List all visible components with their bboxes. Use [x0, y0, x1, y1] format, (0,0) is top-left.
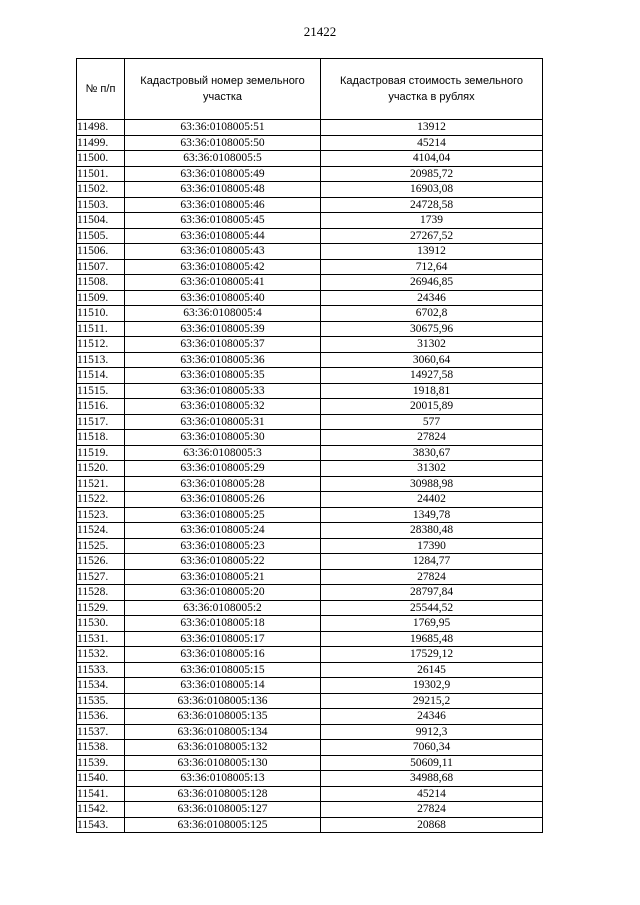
table-row — [77, 616, 543, 632]
row-number: 11498. — [77, 120, 125, 136]
row-number: 11518. — [77, 430, 125, 446]
row-number: 11519. — [77, 445, 125, 461]
cadastral-value: 25544,52 — [321, 600, 543, 616]
cadastral-value: 24346 — [321, 709, 543, 725]
table-row — [77, 182, 543, 198]
table-row — [77, 244, 543, 260]
cadastral-number: 63:36:0108005:26 — [125, 492, 321, 508]
row-number: 11520. — [77, 461, 125, 477]
cadastral-number: 63:36:0108005:136 — [125, 693, 321, 709]
table-row — [77, 523, 543, 539]
cadastral-number: 63:36:0108005:43 — [125, 244, 321, 260]
row-number: 11540. — [77, 771, 125, 787]
cadastral-value: 31302 — [321, 461, 543, 477]
table-row — [77, 151, 543, 167]
table-row — [77, 724, 543, 740]
row-number: 11543. — [77, 817, 125, 833]
row-number: 11528. — [77, 585, 125, 601]
cadastral-value: 3060,64 — [321, 352, 543, 368]
cadastral-number: 63:36:0108005:13 — [125, 771, 321, 787]
row-number: 11513. — [77, 352, 125, 368]
table-row — [77, 786, 543, 802]
cadastral-value: 1769,95 — [321, 616, 543, 632]
cadastral-value: 1284,77 — [321, 554, 543, 570]
table-row — [77, 507, 543, 523]
cadastral-value: 9912,3 — [321, 724, 543, 740]
cadastral-number: 63:36:0108005:40 — [125, 290, 321, 306]
row-number: 11515. — [77, 383, 125, 399]
row-number: 11532. — [77, 647, 125, 663]
cadastral-number: 63:36:0108005:14 — [125, 678, 321, 694]
table-row — [77, 368, 543, 384]
table-row — [77, 569, 543, 585]
cadastral-number: 63:36:0108005:22 — [125, 554, 321, 570]
row-number: 11526. — [77, 554, 125, 570]
row-number: 11521. — [77, 476, 125, 492]
cadastral-value: 20868 — [321, 817, 543, 833]
cadastral-number: 63:36:0108005:51 — [125, 120, 321, 136]
cadastral-value: 1918,81 — [321, 383, 543, 399]
table-row — [77, 600, 543, 616]
cadastral-number: 63:36:0108005:15 — [125, 662, 321, 678]
cadastral-number: 63:36:0108005:4 — [125, 306, 321, 322]
cadastral-value: 29215,2 — [321, 693, 543, 709]
row-number: 11505. — [77, 228, 125, 244]
table-row — [77, 631, 543, 647]
cadastral-value: 13912 — [321, 244, 543, 260]
table-row — [77, 709, 543, 725]
cadastral-value: 17390 — [321, 538, 543, 554]
cadastral-value: 27824 — [321, 802, 543, 818]
cadastral-value: 20985,72 — [321, 166, 543, 182]
table-row — [77, 213, 543, 229]
table-row — [77, 585, 543, 601]
table-row — [77, 430, 543, 446]
table-row — [77, 135, 543, 151]
table-row — [77, 414, 543, 430]
cadastral-number: 63:36:0108005:29 — [125, 461, 321, 477]
cadastral-number: 63:36:0108005:32 — [125, 399, 321, 415]
row-number: 11514. — [77, 368, 125, 384]
cadastral-value-table — [76, 58, 543, 833]
row-number: 11516. — [77, 399, 125, 415]
cadastral-number: 63:36:0108005:39 — [125, 321, 321, 337]
cadastral-number: 63:36:0108005:125 — [125, 817, 321, 833]
cadastral-value: 13912 — [321, 120, 543, 136]
row-number: 11517. — [77, 414, 125, 430]
table-row — [77, 337, 543, 353]
cadastral-value: 577 — [321, 414, 543, 430]
cadastral-number: 63:36:0108005:16 — [125, 647, 321, 663]
cadastral-value: 27267,52 — [321, 228, 543, 244]
cadastral-value: 6702,8 — [321, 306, 543, 322]
table-row — [77, 678, 543, 694]
cadastral-value: 19302,9 — [321, 678, 543, 694]
cadastral-value: 45214 — [321, 135, 543, 151]
cadastral-value: 30675,96 — [321, 321, 543, 337]
cadastral-number: 63:36:0108005:50 — [125, 135, 321, 151]
table-row — [77, 492, 543, 508]
cadastral-number: 63:36:0108005:3 — [125, 445, 321, 461]
cadastral-number: 63:36:0108005:130 — [125, 755, 321, 771]
cadastral-value: 4104,04 — [321, 151, 543, 167]
page-number: 21422 — [303, 24, 337, 39]
cadastral-number: 63:36:0108005:18 — [125, 616, 321, 632]
cadastral-value: 28380,48 — [321, 523, 543, 539]
row-number: 11511. — [77, 321, 125, 337]
cadastral-number: 63:36:0108005:23 — [125, 538, 321, 554]
header-cadastral-value: Кадастровая стоимость земельного участка в рублях — [321, 59, 543, 120]
table-row — [77, 259, 543, 275]
row-number: 11501. — [77, 166, 125, 182]
cadastral-number: 63:36:0108005:2 — [125, 600, 321, 616]
row-number: 11539. — [77, 755, 125, 771]
table-row — [77, 290, 543, 306]
table-row — [77, 740, 543, 756]
cadastral-value: 26145 — [321, 662, 543, 678]
cadastral-value: 45214 — [321, 786, 543, 802]
cadastral-number: 63:36:0108005:128 — [125, 786, 321, 802]
cadastral-number: 63:36:0108005:41 — [125, 275, 321, 291]
table-body — [77, 120, 543, 833]
cadastral-number: 63:36:0108005:132 — [125, 740, 321, 756]
row-number: 11533. — [77, 662, 125, 678]
row-number: 11538. — [77, 740, 125, 756]
table-row — [77, 538, 543, 554]
row-number: 11527. — [77, 569, 125, 585]
cadastral-number: 63:36:0108005:35 — [125, 368, 321, 384]
cadastral-value: 24728,58 — [321, 197, 543, 213]
table-row — [77, 771, 543, 787]
cadastral-number: 63:36:0108005:134 — [125, 724, 321, 740]
cadastral-value: 27824 — [321, 430, 543, 446]
cadastral-number: 63:36:0108005:17 — [125, 631, 321, 647]
cadastral-value: 34988,68 — [321, 771, 543, 787]
cadastral-value: 7060,34 — [321, 740, 543, 756]
row-number: 11499. — [77, 135, 125, 151]
row-number: 11525. — [77, 538, 125, 554]
cadastral-number: 63:36:0108005:24 — [125, 523, 321, 539]
table-row — [77, 755, 543, 771]
row-number: 11510. — [77, 306, 125, 322]
table-row — [77, 166, 543, 182]
table-row — [77, 383, 543, 399]
header-number: № п/п — [77, 59, 125, 120]
table-row — [77, 693, 543, 709]
row-number: 11523. — [77, 507, 125, 523]
table-header-row — [77, 59, 543, 120]
table-row — [77, 662, 543, 678]
row-number: 11500. — [77, 151, 125, 167]
cadastral-value: 26946,85 — [321, 275, 543, 291]
row-number: 11541. — [77, 786, 125, 802]
cadastral-number: 63:36:0108005:44 — [125, 228, 321, 244]
cadastral-number: 63:36:0108005:36 — [125, 352, 321, 368]
cadastral-value: 27824 — [321, 569, 543, 585]
cadastral-number: 63:36:0108005:20 — [125, 585, 321, 601]
cadastral-value: 14927,58 — [321, 368, 543, 384]
table-row — [77, 399, 543, 415]
table-row — [77, 817, 543, 833]
cadastral-number: 63:36:0108005:48 — [125, 182, 321, 198]
table-row — [77, 197, 543, 213]
table-row — [77, 275, 543, 291]
cadastral-number: 63:36:0108005:28 — [125, 476, 321, 492]
cadastral-number: 63:36:0108005:42 — [125, 259, 321, 275]
table-row — [77, 802, 543, 818]
row-number: 11502. — [77, 182, 125, 198]
table-row — [77, 647, 543, 663]
row-number: 11536. — [77, 709, 125, 725]
cadastral-number: 63:36:0108005:45 — [125, 213, 321, 229]
table-row — [77, 445, 543, 461]
table-row — [77, 352, 543, 368]
cadastral-value: 16903,08 — [321, 182, 543, 198]
row-number: 11529. — [77, 600, 125, 616]
table-row — [77, 321, 543, 337]
row-number: 11508. — [77, 275, 125, 291]
cadastral-value: 712,64 — [321, 259, 543, 275]
cadastral-number: 63:36:0108005:5 — [125, 151, 321, 167]
row-number: 11503. — [77, 197, 125, 213]
row-number: 11504. — [77, 213, 125, 229]
row-number: 11506. — [77, 244, 125, 260]
cadastral-value: 20015,89 — [321, 399, 543, 415]
row-number: 11512. — [77, 337, 125, 353]
table-row — [77, 476, 543, 492]
table-row — [77, 461, 543, 477]
cadastral-number: 63:36:0108005:25 — [125, 507, 321, 523]
row-number: 11509. — [77, 290, 125, 306]
cadastral-value: 28797,84 — [321, 585, 543, 601]
cadastral-number: 63:36:0108005:135 — [125, 709, 321, 725]
table-row — [77, 306, 543, 322]
row-number: 11534. — [77, 678, 125, 694]
cadastral-value: 24402 — [321, 492, 543, 508]
row-number: 11507. — [77, 259, 125, 275]
cadastral-value: 50609,11 — [321, 755, 543, 771]
cadastral-value: 31302 — [321, 337, 543, 353]
row-number: 11537. — [77, 724, 125, 740]
table-row — [77, 228, 543, 244]
row-number: 11524. — [77, 523, 125, 539]
row-number: 11542. — [77, 802, 125, 818]
cadastral-number: 63:36:0108005:46 — [125, 197, 321, 213]
cadastral-value: 24346 — [321, 290, 543, 306]
cadastral-number: 63:36:0108005:21 — [125, 569, 321, 585]
cadastral-number: 63:36:0108005:127 — [125, 802, 321, 818]
cadastral-value: 30988,98 — [321, 476, 543, 492]
cadastral-number: 63:36:0108005:30 — [125, 430, 321, 446]
cadastral-value: 1349,78 — [321, 507, 543, 523]
row-number: 11522. — [77, 492, 125, 508]
table-row — [77, 554, 543, 570]
cadastral-number: 63:36:0108005:49 — [125, 166, 321, 182]
cadastral-number: 63:36:0108005:31 — [125, 414, 321, 430]
row-number: 11530. — [77, 616, 125, 632]
table-row — [77, 120, 543, 136]
cadastral-value: 19685,48 — [321, 631, 543, 647]
cadastral-number: 63:36:0108005:37 — [125, 337, 321, 353]
cadastral-number: 63:36:0108005:33 — [125, 383, 321, 399]
header-cadastral-number: Кадастровый номер земельного участка — [125, 59, 321, 120]
row-number: 11531. — [77, 631, 125, 647]
cadastral-value: 17529,12 — [321, 647, 543, 663]
cadastral-value: 3830,67 — [321, 445, 543, 461]
cadastral-value: 1739 — [321, 213, 543, 229]
row-number: 11535. — [77, 693, 125, 709]
